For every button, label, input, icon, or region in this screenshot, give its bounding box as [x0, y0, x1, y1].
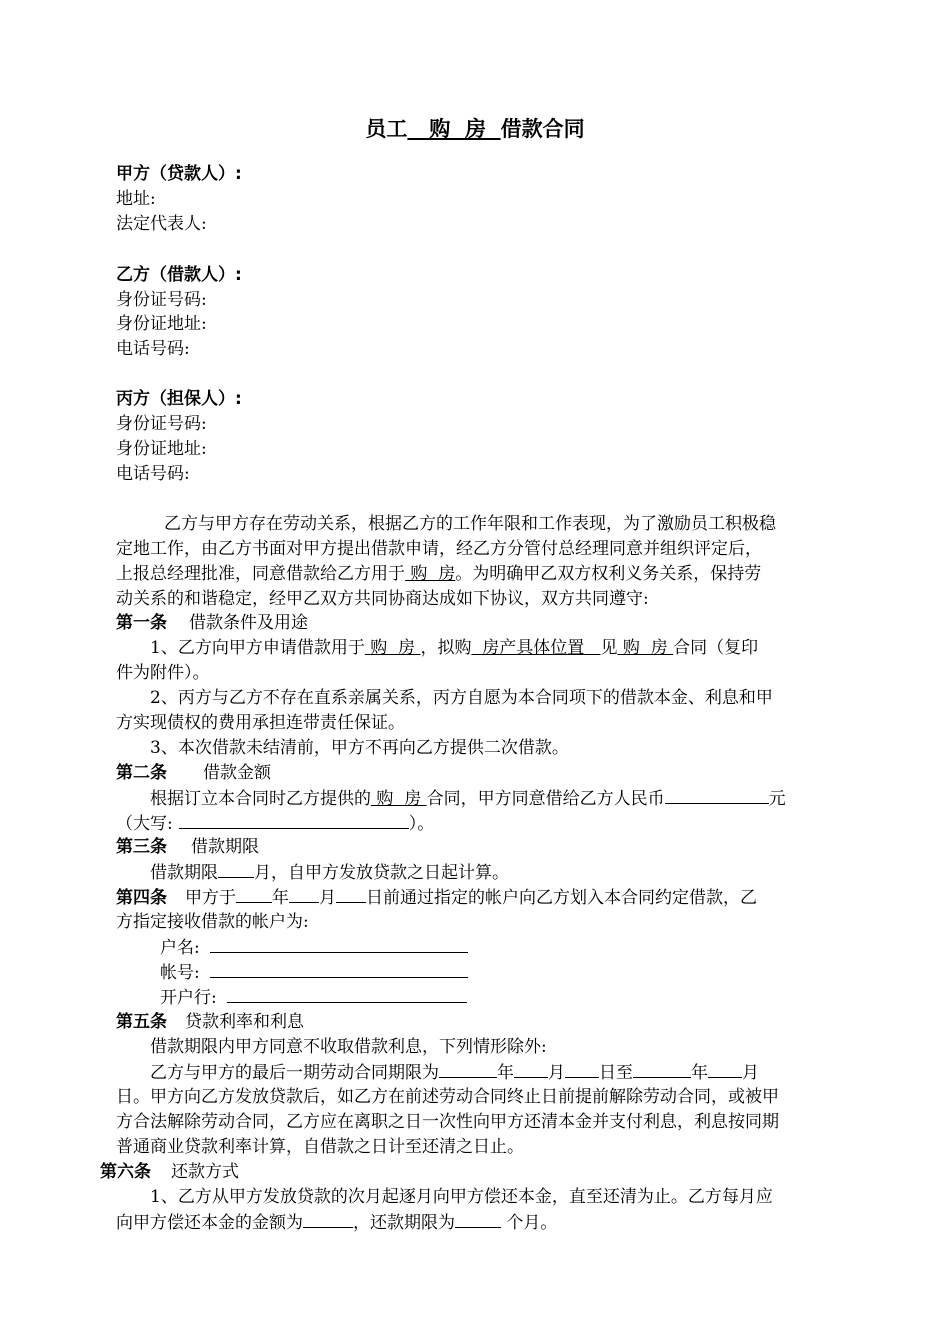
- article-2-text-a: 根据订立本合同时乙方提供的: [150, 789, 371, 809]
- account-name-blank[interactable]: [210, 936, 468, 953]
- article-6-title: 还款方式: [171, 1162, 239, 1182]
- start-month-label: 月: [548, 1063, 565, 1083]
- article-3-text: [150, 861, 509, 884]
- start-day-label: 日至: [599, 1063, 633, 1083]
- title-suffix: 借款合同: [500, 117, 585, 141]
- article-1-clause-1: [150, 637, 758, 659]
- article-3-text-a: 借款期限: [150, 863, 218, 883]
- party-b-heading: 乙方（借款人）:: [116, 265, 242, 285]
- party-b-id-address: 身份证地址:: [116, 314, 207, 334]
- contract-start-month-blank[interactable]: [514, 1061, 548, 1078]
- intro-line-3: [116, 563, 761, 585]
- clause-1-purpose: 购 房: [364, 638, 421, 658]
- article-2-close: ）。: [408, 814, 435, 834]
- party-a-rep: 法定代表人:: [116, 214, 207, 234]
- article-5-label: 第五条: [116, 1012, 167, 1032]
- article-6-para-2: [116, 1211, 557, 1234]
- article-6-para-2-c: 个月。: [501, 1213, 558, 1233]
- article-3-text-b: 月，自甲方发放贷款之日起计算。: [254, 863, 509, 883]
- party-c-id-address: 身份证地址:: [116, 439, 207, 459]
- article-6-para-1: 1、乙方从甲方发放贷款的次月起逐月向甲方偿还本金，直至还清为止。乙方每月应: [150, 1187, 773, 1207]
- article-6-para-2-b: ，还款期限为: [353, 1213, 455, 1233]
- account-number-row: [160, 961, 468, 984]
- article-2-text: [150, 787, 786, 810]
- intro-line-1: 乙方与甲方存在劳动关系，根据乙方的工作年限和工作表现，为了激励员工积极稳: [164, 514, 776, 534]
- party-b-phone: 电话号码:: [116, 339, 190, 359]
- document-title: [0, 113, 950, 143]
- article-1-label: 第一条: [116, 613, 167, 633]
- repay-months-blank[interactable]: [455, 1211, 501, 1228]
- article-3-title: 借款期限: [191, 837, 259, 857]
- clause-1-text-a: 1、乙方向甲方申请借款用于: [150, 638, 365, 658]
- contract-start-year-blank[interactable]: [439, 1061, 497, 1078]
- article-2-upper-label: （大写:: [116, 814, 173, 834]
- bank-row: [160, 986, 467, 1009]
- contract-end-year-blank[interactable]: [633, 1061, 691, 1078]
- clause-1-location: 房产具体位置: [471, 638, 601, 658]
- end-year-label: 年: [691, 1063, 708, 1083]
- intro-line-2: 定地工作，由乙方书面对甲方提出借款申请，经乙方分管付总经理同意并组织评定后，: [116, 539, 762, 559]
- title-prefix: 员工: [365, 117, 408, 141]
- article-1-clause-2: 2、丙方与乙方不存在直系亲属关系，丙方自愿为本合同项下的借款本金、利息和甲: [150, 688, 773, 708]
- transfer-month-blank[interactable]: [289, 886, 319, 903]
- article-2-yuan: 元: [768, 789, 786, 809]
- end-month-label: 月: [742, 1063, 759, 1083]
- transfer-day-blank[interactable]: [336, 886, 366, 903]
- party-b-id: 身份证号码:: [116, 290, 207, 310]
- article-1-clause-2-cont: 方实现债权的费用承担连带责任保证。: [116, 713, 405, 733]
- intro-purpose: 购 房: [405, 564, 456, 584]
- clause-1-contract: 购 房: [617, 638, 674, 658]
- title-underlined: 购 房: [407, 117, 501, 141]
- account-name-row: [160, 936, 468, 959]
- article-5-heading: [116, 1011, 304, 1033]
- article-6-para-2-a: 向甲方偿还本金的金额为: [116, 1213, 303, 1233]
- amount-upper-blank[interactable]: [179, 812, 409, 829]
- article-2-heading: [116, 762, 271, 784]
- intro-line-4: 动关系的和谐稳定，经甲乙双方共同协商达成如下协议，双方共同遵守:: [116, 589, 649, 609]
- article-4-text-a: 甲方于: [185, 888, 236, 908]
- clause-1-text-d: 合同（复印: [673, 638, 759, 658]
- article-4-month: 月: [319, 888, 336, 908]
- article-4-year: 年: [272, 888, 289, 908]
- party-a-heading: 甲方（贷款人）:: [116, 164, 242, 184]
- article-6-label: 第六条: [100, 1162, 151, 1182]
- article-1-clause-1-cont: 件为附件）。: [116, 663, 210, 683]
- account-name-label: 户名:: [160, 938, 200, 958]
- article-5-title: 贷款利率和利息: [185, 1012, 304, 1032]
- article-3-label: 第三条: [116, 837, 167, 857]
- term-months-blank[interactable]: [218, 861, 254, 878]
- transfer-year-blank[interactable]: [236, 886, 272, 903]
- monthly-amount-blank[interactable]: [303, 1211, 353, 1228]
- clause-1-text-b: ，拟购: [420, 638, 472, 658]
- article-2-contract: 购 房: [371, 789, 427, 809]
- article-4-text-cont: 方指定接收借款的帐户为:: [116, 912, 309, 932]
- article-1-title: 借款条件及用途: [189, 613, 308, 633]
- article-6-heading: [100, 1161, 239, 1183]
- article-5-para-2: [150, 1061, 759, 1084]
- article-4-text-b: 日前通过指定的帐户向乙方划入本合同约定借款，乙: [366, 888, 757, 908]
- article-1-clause-3: 3、本次借款未结清前，甲方不再向乙方提供二次借款。: [150, 738, 569, 758]
- amount-blank[interactable]: [665, 787, 769, 804]
- clause-1-text-c: 见: [600, 638, 618, 658]
- account-number-blank[interactable]: [210, 961, 468, 978]
- article-1-heading: [116, 612, 308, 634]
- intro-line-3b: 。为明确甲乙双方权利义务关系，保持劳: [455, 564, 762, 584]
- article-2-title: 借款金额: [203, 763, 271, 783]
- bank-blank[interactable]: [227, 986, 467, 1003]
- party-c-id: 身份证号码:: [116, 414, 207, 434]
- article-2-label: 第二条: [116, 763, 167, 783]
- article-5-para-4: 方合法解除劳动合同，乙方应在离职之日一次性向甲方还清本金并支付利息，利息按同期: [116, 1112, 779, 1132]
- article-2-text-b: 合同，甲方同意借给乙方人民币: [426, 789, 665, 809]
- start-year-label: 年: [497, 1063, 514, 1083]
- article-4-text: [116, 886, 757, 909]
- intro-line-3a: 上报总经理批准，同意借款给乙方用于: [116, 564, 405, 584]
- article-5-para-5: 普通商业贷款利率计算，自借款之日计至还清之日止。: [116, 1137, 524, 1157]
- bank-label: 开户行:: [160, 988, 217, 1008]
- contract-start-day-blank[interactable]: [565, 1061, 599, 1078]
- article-4-label: 第四条: [116, 888, 167, 908]
- article-5-para-2-text: 乙方与甲方的最后一期劳动合同期限为: [150, 1063, 439, 1083]
- article-5-para-1: 借款期限内甲方同意不收取借款利息，下列情形除外:: [150, 1037, 547, 1057]
- party-c-phone: 电话号码:: [116, 464, 190, 484]
- account-number-label: 帐号:: [160, 963, 200, 983]
- party-c-heading: 丙方（担保人）:: [116, 389, 242, 409]
- party-a-address: 地址:: [116, 189, 156, 209]
- article-5-para-3: 日。甲方向乙方发放贷款后，如乙方在前述劳动合同终止日前提前解除劳动合同，或被甲: [116, 1087, 779, 1107]
- contract-end-month-blank[interactable]: [708, 1061, 742, 1078]
- article-2-text-cont: [116, 812, 434, 835]
- article-3-heading: [116, 836, 259, 858]
